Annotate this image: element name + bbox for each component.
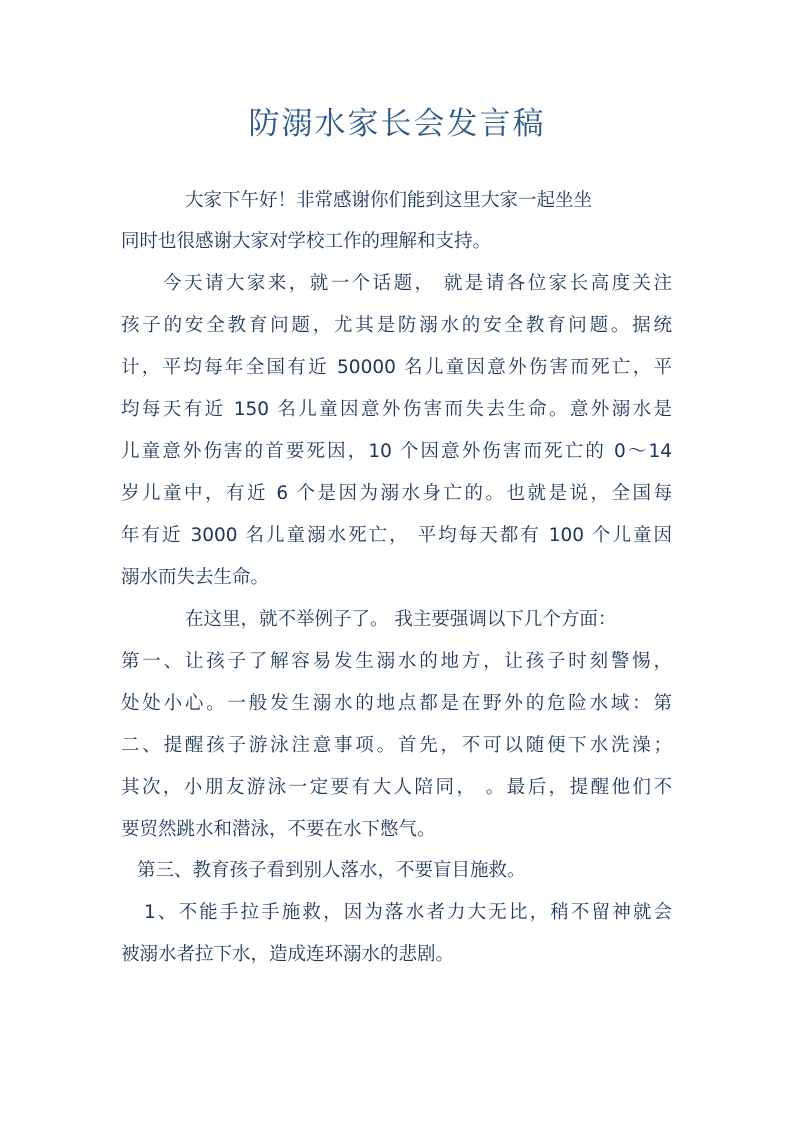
paragraph-line: 大家下午好！非常感谢你们能到这里大家一起坐坐 [185, 190, 593, 211]
paragraph-line: 第一、让孩子了解容易发生溺水的地方，让孩子时刻警惕， [121, 651, 672, 672]
page-title: 防溺水家长会发言稿 [248, 106, 546, 142]
paragraph-line: 第三、教育孩子看到别人落水，不要盲目施救。 [137, 860, 526, 881]
paragraph-line: 被溺水者拉下水，造成连环溺水的悲剧。 [121, 944, 455, 965]
paragraph-line: 在这里，就不举例子了。 我主要强调以下几个方面： [185, 609, 617, 630]
paragraph-line: 孩子的安全教育问题，尤其是防溺水的安全教育问题。据统 [121, 315, 672, 336]
paragraph-line: 年有近 3000 名儿童溺水死亡， 平均每天都有 100 个儿童因 [121, 525, 672, 546]
paragraph-line: 1、不能手拉手施救，因为落水者力大无比，稍不留神就会 [144, 902, 672, 923]
paragraph-line: 其次，小朋友游泳一定要有大人陪同， 。最后，提醒他们不 [121, 777, 672, 798]
paragraph-line: 二、提醒孩子游泳注意事项。首先，不可以随便下水洗澡； [121, 735, 672, 756]
paragraph-line: 均每天有近 150 名儿童因意外伤害而失去生命。意外溺水是 [121, 399, 672, 420]
paragraph-line: 儿童意外伤害的首要死因，10 个因意外伤害而死亡的 0～14 [121, 441, 672, 462]
paragraph-line: 要贸然跳水和潜泳，不要在水下憋气。 [121, 819, 436, 840]
paragraph-line: 今天请大家来，就一个话题， 就是请各位家长高度关注 [163, 273, 672, 294]
paragraph-line: 计，平均每年全国有近 50000 名儿童因意外伤害而死亡，平 [121, 357, 672, 378]
paragraph-line: 处处小心。一般发生溺水的地点都是在野外的危险水域：第 [121, 693, 672, 714]
paragraph-line: 岁儿童中，有近 6 个是因为溺水身亡的。也就是说，全国每 [121, 483, 672, 504]
paragraph-line: 溺水而失去生命。 [121, 567, 270, 588]
paragraph-line: 同时也很感谢大家对学校工作的理解和支持。 [121, 231, 492, 252]
